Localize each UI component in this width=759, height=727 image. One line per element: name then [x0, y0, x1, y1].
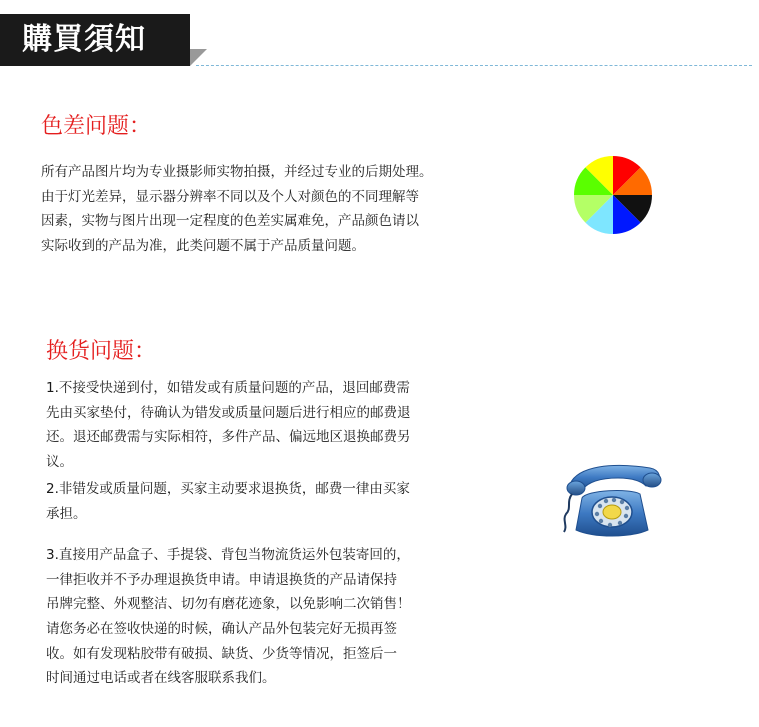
paragraph-line: 收。如有发现粘胶带有破损、缺货、少货等情况，拒签后一	[46, 645, 397, 662]
color-wheel-icon	[573, 155, 653, 239]
exchange-item-3	[46, 543, 466, 617]
paragraph-line: 因素，实物与图片出现一定程度的色差实属难免，产品颜色请以	[41, 213, 419, 229]
section-title-exchange: 换货问题：	[46, 339, 157, 364]
paragraph-line: 2.非错发或质量问题，买家主动要求退换货，邮费一律由买家	[46, 481, 410, 497]
paragraph-line: 承担。	[46, 505, 87, 522]
paragraph-line: 1.不接受快递到付，如错发或有质量问题的产品，退回邮费需	[46, 380, 410, 396]
exchange-item-2	[46, 477, 466, 526]
paragraph-line: 吊牌完整、外观整洁、切勿有磨花迹象，以免影响二次销售！	[46, 596, 411, 612]
paragraph-line: 3.直接用产品盒子、手提袋、背包当物流货运外包装寄回的，	[46, 547, 410, 563]
paragraph-line: 一律拒收并不予办理退换货申请。申请退换货的产品请保持	[46, 571, 397, 588]
paragraph-line: 先由买家垫付，待确认为错发或质量问题后进行相应的邮费退	[46, 404, 411, 421]
telephone-graphic	[560, 460, 664, 542]
color-difference-paragraph	[41, 160, 481, 258]
paragraph-line: 由于灯光差异，显示器分辨率不同以及个人对颜色的不同理解等	[41, 188, 419, 205]
paragraph-line: 请您务必在签收快递的时候，确认产品外包装完好无损再签	[46, 621, 397, 637]
page-title: 購買須知	[22, 22, 146, 57]
header-banner	[0, 14, 207, 66]
paragraph-line: 时间通过电话或者在线客服联系我们。	[46, 670, 276, 686]
paragraph-line: 所有产品图片均为专业摄影师实物拍摄，并经过专业的后期处理。	[41, 164, 433, 180]
section-title-color-difference: 色差问题：	[41, 114, 152, 139]
paragraph-line: 还。退还邮费需与实际相符，多件产品、偏远地区退换邮费另	[46, 429, 411, 445]
paragraph-line: 议。	[46, 453, 73, 470]
color-wheel-graphic	[573, 155, 653, 235]
paragraph-line: 实际收到的产品为准，此类问题不属于产品质量问题。	[41, 237, 365, 254]
header-divider	[196, 65, 752, 66]
exchange-item-1	[46, 376, 466, 474]
exchange-note	[46, 617, 466, 691]
telephone-icon	[560, 460, 664, 546]
